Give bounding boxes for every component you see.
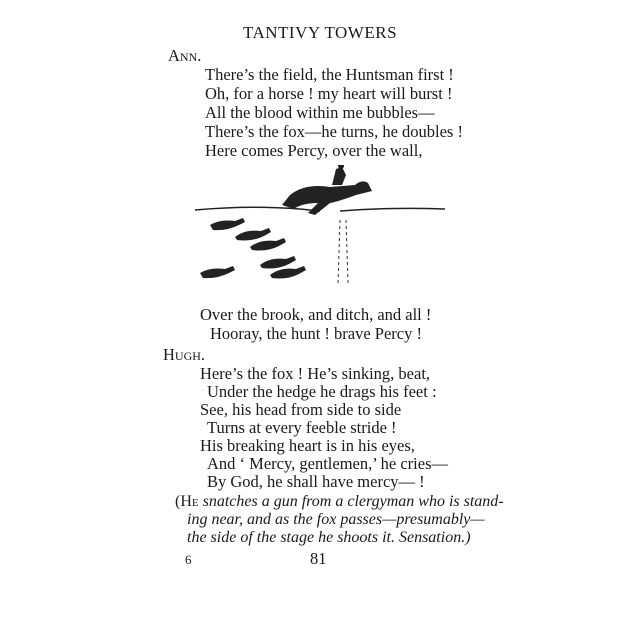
stage-direction-line: the side of the stage he shoots it. Sensation.) xyxy=(187,529,471,546)
verse-line: And ‘ Mercy, gentlemen,’ he cries— xyxy=(207,454,448,473)
speaker-ann: Ann. xyxy=(168,46,202,65)
verse-line: Here’s the fox ! He’s sinking, beat, xyxy=(200,364,431,383)
verse-line: There’s the fox—he turns, he doubles ! xyxy=(205,122,463,141)
verse-line: All the blood within me bubbles— xyxy=(205,103,435,122)
verse-line: Over the brook, and ditch, and all ! xyxy=(200,305,432,324)
verse-line: Oh, for a horse ! my heart will burst ! xyxy=(205,84,453,103)
verse-line: Here comes Percy, over the wall, xyxy=(205,141,423,160)
speaker-hugh: Hugh. xyxy=(163,345,206,364)
verse-line: Hooray, the hunt ! brave Percy ! xyxy=(210,324,422,343)
stage-direction-line: snatches a gun from a clergyman who is stand- xyxy=(198,493,504,510)
stage-direction xyxy=(175,493,504,511)
verse-line: Turns at every feeble stride ! xyxy=(207,418,397,437)
verse-line: His breaking heart is in his eyes, xyxy=(200,436,415,455)
running-head: TANTIVY TOWERS xyxy=(242,23,398,42)
hunt-illustration xyxy=(190,165,450,295)
stage-direction-line: ing near, and as the fox passes—presumably— xyxy=(187,511,485,528)
page-number: 81 xyxy=(310,549,327,568)
verse-line: See, his head from side to side xyxy=(200,400,402,419)
stage-direction-open: (He xyxy=(175,493,199,510)
verse-line: By God, he shall have mercy— ! xyxy=(207,472,425,491)
verse-line: There’s the field, the Huntsman first ! xyxy=(205,65,454,84)
verse-line: Under the hedge he drags his feet : xyxy=(207,382,437,401)
signature-mark: 6 xyxy=(185,552,192,567)
